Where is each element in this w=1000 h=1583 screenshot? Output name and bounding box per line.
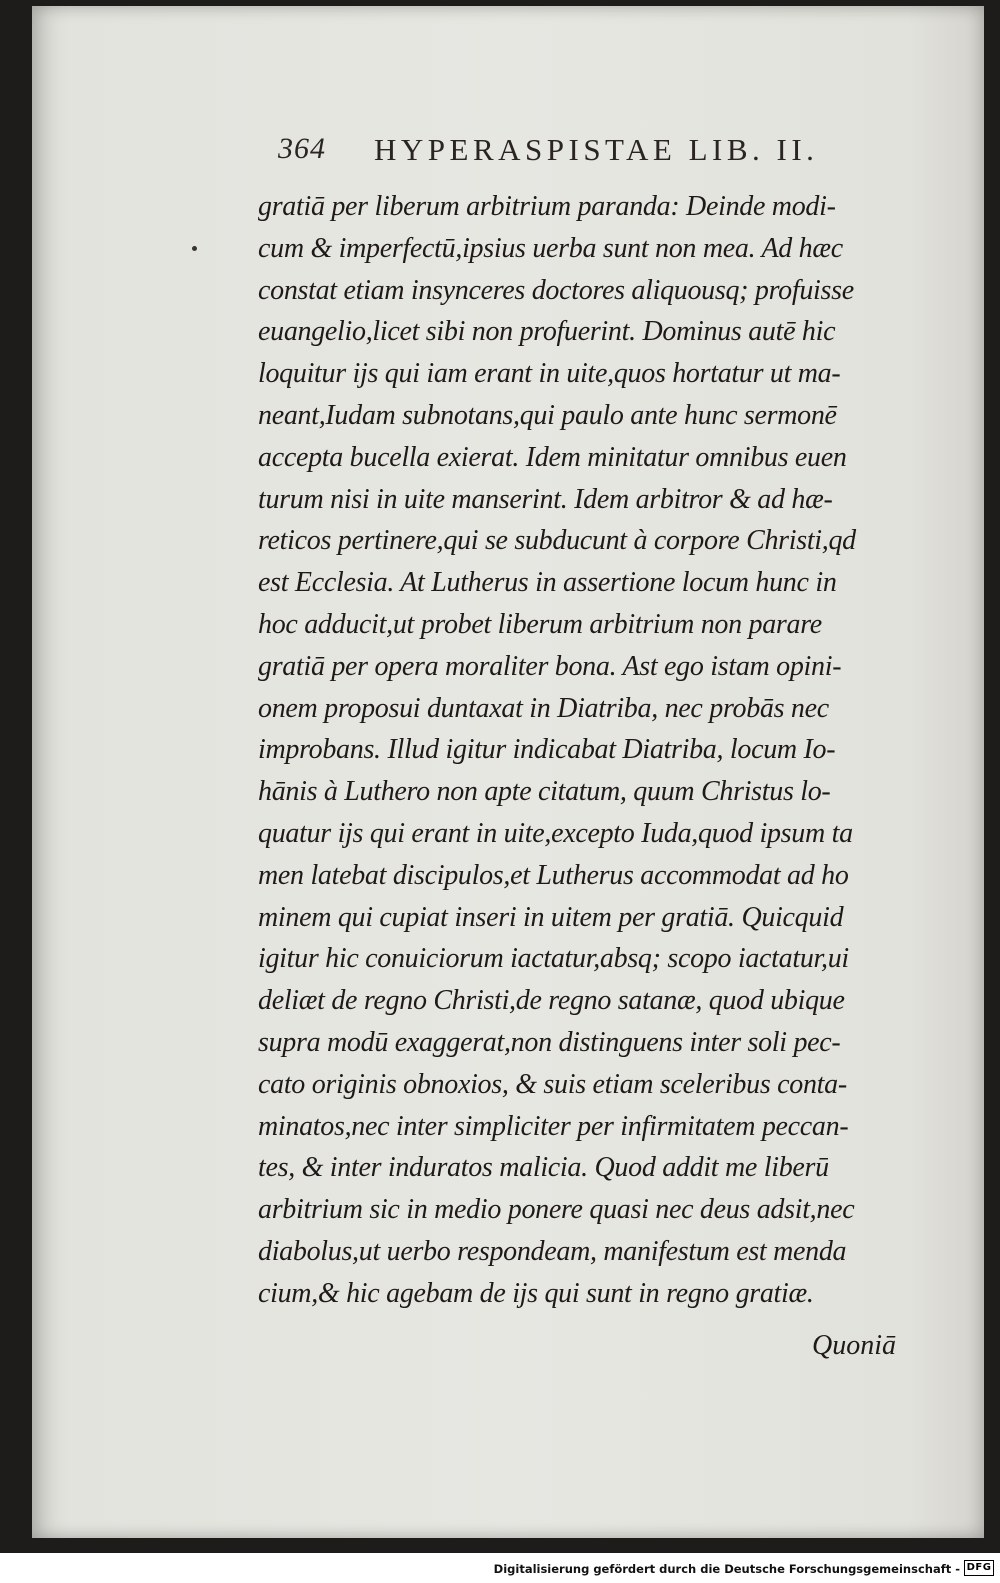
text-line: gratiā per opera moraliter bona. Ast ego istam opini- <box>258 650 842 682</box>
text-line: constat etiam insynceres doctores aliquousq; profuisse <box>258 274 854 306</box>
text-line: minem qui cupiat inseri in uitem per gratiā. Quicquid <box>258 901 844 933</box>
text-line: onem proposui duntaxat in Diatriba, nec probās nec <box>258 692 829 724</box>
text-body <box>258 186 956 1315</box>
text-line: men latebat discipulos,et Lutherus accommodat ad ho <box>258 859 849 891</box>
text-line: hoc adducit,ut probet liberum arbitrium non parare <box>258 608 822 640</box>
text-line: deliæt de regno Christi,de regno satanæ, quod ubique <box>258 985 845 1017</box>
dfg-logo: DFG <box>964 1560 994 1576</box>
footer-credit: Digitalisierung gefördert durch die Deutsche Forschungsgemeinschaft - <box>493 1562 960 1576</box>
text-line: accepta bucella exierat. Idem minitatur omnibus euen <box>258 441 847 473</box>
text-line: hānis à Luthero non apte citatum, quum Christus lo- <box>258 776 831 808</box>
text-line: tes, & inter induratos malicia. Quod addit me liberū <box>258 1152 829 1184</box>
text-line: neant,Iudam subnotans,qui paulo ante hunc sermonē <box>258 399 837 431</box>
text-line: loquitur ijs qui iam erant in uite,quos hortatur ut ma- <box>258 358 841 390</box>
text-line: turum nisi in uite manserint. Idem arbitror & ad hæ- <box>258 483 833 515</box>
text-line: arbitrium sic in medio ponere quasi nec deus adsit,nec <box>258 1194 855 1226</box>
text-line: diabolus,ut uerbo respondeam, manifestum est menda <box>258 1235 847 1267</box>
text-line: euangelio,licet sibi non profuerint. Dominus autē hic <box>258 316 836 348</box>
running-head <box>278 132 954 176</box>
text-line: improbans. Illud igitur indicabat Diatriba, locum Io- <box>258 734 836 766</box>
text-line: cum & imperfectū,ipsius uerba sunt non mea. Ad hæc <box>258 232 843 264</box>
page-number: 364 <box>278 132 326 165</box>
margin-dot <box>192 246 197 251</box>
text-line: minatos,nec inter simpliciter per infirmitatem peccan- <box>258 1110 849 1142</box>
catchword: Quoniā <box>812 1330 896 1361</box>
running-title: HYPERASPISTAE LIB. II. <box>374 132 819 167</box>
text-line: igitur hic conuiciorum iactatur,absq; scopo iactatur,ui <box>258 943 849 975</box>
text-line: cium,& hic agebam de ijs qui sunt in regno gratiæ. <box>258 1277 814 1309</box>
text-line: supra modū exaggerat,non distinguens inter soli pec- <box>258 1026 841 1058</box>
text-line: reticos pertinere,qui se subducunt à corpore Christi,qd <box>258 525 856 557</box>
text-line: gratiā per liberum arbitrium paranda: Deinde modi- <box>258 191 836 222</box>
text-line: est Ecclesia. At Lutherus in assertione locum hunc in <box>258 567 837 599</box>
text-line: quatur ijs qui erant in uite,excepto Iuda,quod ipsum ta <box>258 817 853 849</box>
text-line: cato originis obnoxios, & suis etiam sceleribus conta- <box>258 1068 847 1100</box>
